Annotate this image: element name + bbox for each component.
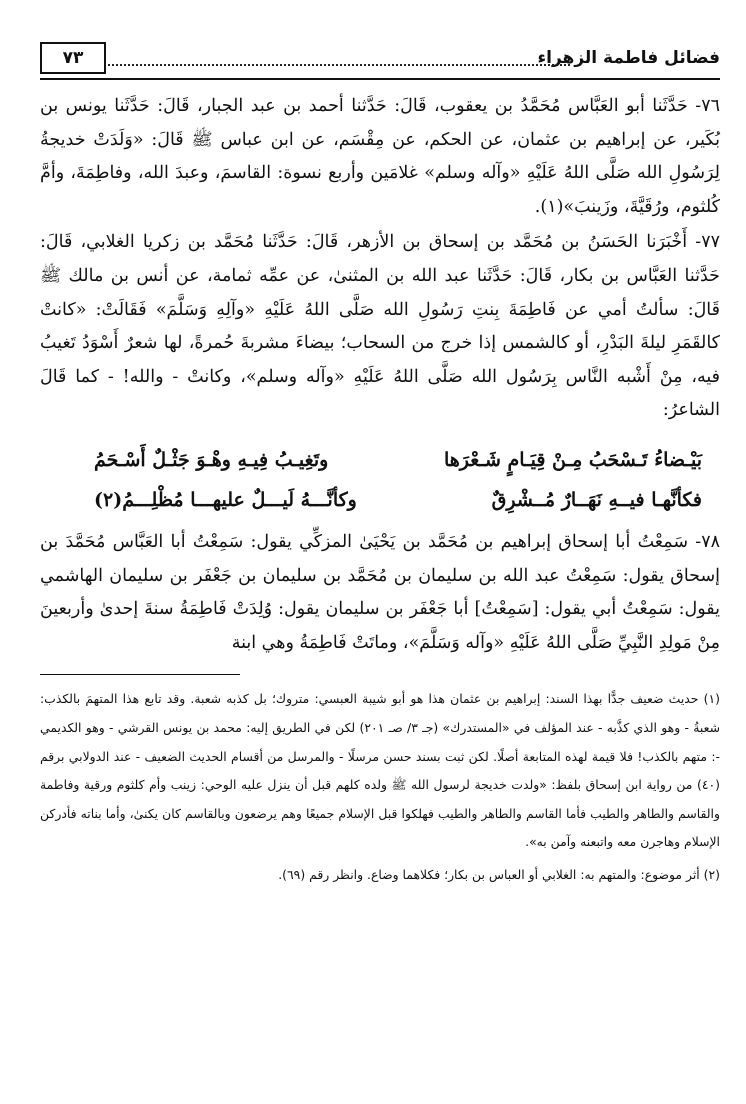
header-dotted-leader (108, 64, 570, 66)
hadith-78: ٧٨- سَمِعْتُ أبا إسحاق إبراهيم بن مُحَمَّد بن يَحْيَىٰ المزكِّي يقول: سَمِعْتُ أبا العَبَّاس مُحَمَّدَ بن إسحاق يقول: سَمِعْتُ عبد الله بن سليمان بن مُحَمَّد بن سليمان بن جَعْفَر بن سليمان الهاشمي يقول: سَمِعْتُ أبي يقول: [سَمِعْتُ] أبا جَعْفَر بن سليمان يقول: وُلِدَتْ فَاطِمَةُ سنةَ إحدىٰ وأربعينَ مِنْ مَولِدِ النَّبِيِّ صَلَّى اللهُ عَلَيْهِ «وآله وَسَلَّمَ»، وماتَتْ فَاطِمَةُ وهي ابنة (40, 531, 720, 653)
book-title: فضائل فاطمة الزهراء (537, 48, 720, 68)
poem-verse (40, 440, 720, 480)
poem-hemistich-left: وتَغِيـبُ فِيـهِ وهْـوَ جَثْـلٌ أَسْـحَمُ (94, 448, 329, 471)
main-text (40, 90, 720, 889)
header-rule (40, 78, 720, 80)
footnote-2: (٢) أثر موضوع: والمتهم به: الغلابي أو العباس بن بكار؛ فكلاهما وضاع. وانظر رقم (٦٩). (278, 866, 720, 882)
poem-hemistich-left: وكأنَّـــهُ لَيـــلٌ عليهـــا مُظْلِـــمُ(٢) (94, 488, 357, 511)
footnote-1: (١) حديث ضعيف جدًّا بهذا السند: إبراهيم بن عثمان هذا هو أبو شيبة العبسي: متروك؛ بل كذبه شعبة. وقد تابع هذا المتهمَ بالكذب: شعبةُ - وهو الذي كذَّبه - عند المؤلف في «المستدرك» (جـ ٣/ صـ ٢٠١) لكن في الطريق إليه: محمد بن يونس القرشي - وهو الكديمي -: متهم بالكذب! فلا قيمة لهذه المتابعة أصلًا. لكن ثبت بسند حسن مرسلًا - والمرسل من أقسام الحديث الضعيف - عند الدولابي برقم (٤٠) من رواية ابن إسحاق بلفظ: «ولدت خديجة لرسول الله ﷺ ولده كلهم قبل أن ينزل عليه الوحي: زينب وأم كلثوم ورقية وفاطمة والقاسم والطاهر والطيب فأما القاسم والطاهر والطيب فهلكوا قبل الإسلام جميعًا وهم يرضعون وبالقاسم كان يكنىٰ، وأما بناته فأدركن الإسلام وهاجرن معه واتبعنه وآمن به». (40, 691, 720, 850)
poem (40, 440, 720, 520)
hadith-76: ٧٦- حَدَّثَنا أبو العَبَّاس مُحَمَّدُ بن يعقوب، قَالَ: حَدَّثنا أحمد بن عبد الجبار، قَالَ: حَدَّثَنا يونس بن بُكَير، عن إبراهيم بن عثمان، عن الحكم، عن مِقْسَم، عن ابن عباس ﷺ قَالَ: «وَلَدَتْ خديجةُ لِرَسُولِ الله صَلَّى اللهُ عَلَيْهِ «وآله وسلم» غلامَين وأربع نسوة: القاسمَ، وعبدَ الله، وفاطِمَةَ، وأمَّ كُلثوم، ورُقَيَّةَ، وزَينبَ»(١). (40, 96, 720, 217)
page (40, 38, 720, 1078)
running-header (40, 38, 720, 78)
poem-hemistich-right: بَيْـضاءُ تَـسْحَبُ مِـنْ قِيَـامٍ شَـعْرَها (443, 448, 702, 471)
page-number: ٧٣ (40, 42, 106, 74)
footnote-separator (40, 674, 240, 675)
hadith-77: ٧٧- أَخْبَرَنا الحَسَنُ بن مُحَمَّد بن إسحاق بن الأزهر، قَالَ: حَدَّثَنا مُحَمَّد بن زكريا الغلابي، قَالَ: حَدَّثنا العَبَّاس بن بكار، قَالَ: حَدَّثَنا عبد الله بن المثنىٰ، عن عمِّه ثمامة، عن أنس بن مالك ﷺ قَالَ: سألتُ أمي عن فَاطِمَةَ بِنتِ رَسُولِ الله صَلَّى اللهُ عَلَيْهِ «وآلِهِ وَسَلَّمَ» فَقَالَتْ: «كانتْ كالقَمَرِ ليلةَ البَدْرِ، أو كالشمس إذا خرج من السحاب؛ بيضاءَ مشربةَ حُمرةً، لها شعرٌ أَسْوَدُ تَغيبُ فيه، مِنْ أَشْبه النَّاس بِرَسُول الله صَلَّى اللهُ عَلَيْهِ «وآله وسلم»، وكانتْ - والله! - كما قَالَ الشاعرُ: (40, 232, 720, 421)
poem-verse (40, 480, 720, 520)
poem-hemistich-right: فكأنَّهـا فيــهِ نَهَــارٌ مُــشْرِقٌ (491, 488, 702, 511)
